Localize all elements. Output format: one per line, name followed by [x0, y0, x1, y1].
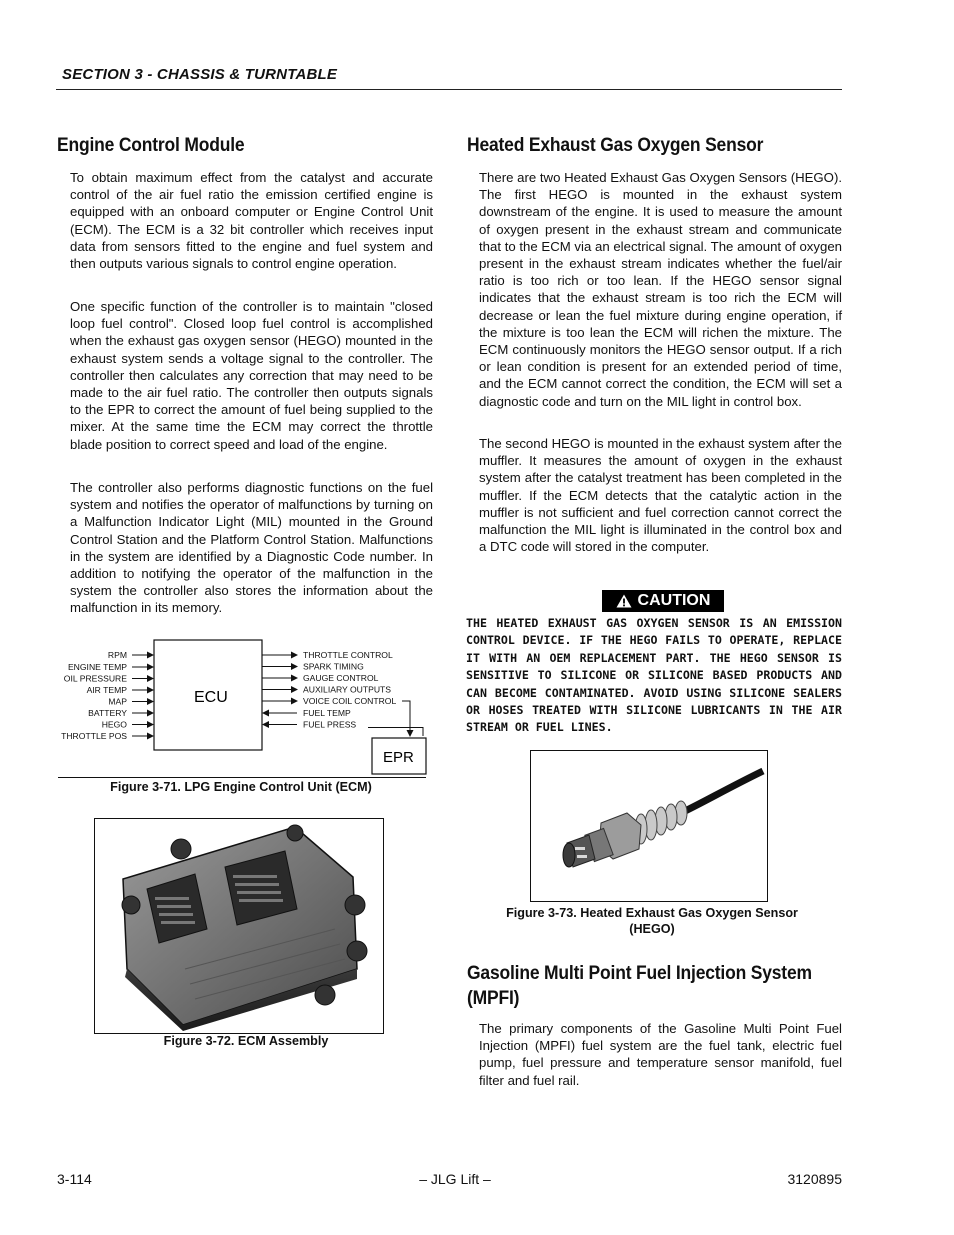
- page-number: 3-114: [57, 1171, 92, 1187]
- input-label: AIR TEMP: [86, 685, 127, 695]
- epr-label: EPR: [383, 749, 414, 766]
- paragraph-hego-2: The second HEGO is mounted in the exhaust system after the muffler. It measures the amount of oxygen in the exhaust system after the catalyst treatment has been completed in the muffler. If the ECM detects that the catalytic action in the muffler is not sufficient and fuel correction cannot correct the malfunction the MIL light is illuminated in the control box and a DTC code will stored in the computer.: [479, 436, 842, 555]
- figure-71-caption: Figure 3-71. LPG Engine Control Unit (ECM): [110, 780, 372, 794]
- output-label: FUEL PRESS: [303, 719, 357, 730]
- input-label: THROTTLE POS: [61, 731, 127, 741]
- figure-73-caption-line2: (HEGO): [629, 922, 675, 936]
- paragraph-hego-1: There are two Heated Exhaust Gas Oxygen Sensors (HEGO). The first HEGO is mounted in the exhaust system downstream of the engine. It is used to measure the amount of oxygen present in the exhaust stream and communicate that to the ECM via an electrical signal. The amount of oxygen present in the exhaust stream indicates whether the fuel/air ratio is too rich or too lean. If the HEGO sensor signal indicates that the exhaust stream is too rich the ECM will decrease or lean the fuel mixture during engine operation, if the mixture is too lean the ECM will richen the mixture. The ECM continuously monitors the HEGO sensor output. If a rich or lean condition is present for an extended period of time, and the ECM cannot correct the condition, the ECM will set a diagnostic code and turn on the MIL light in control box.: [479, 170, 842, 409]
- hego-sensor-image: [531, 751, 766, 900]
- input-label: RPM: [107, 650, 127, 660]
- ecu-block-diagram: [56, 636, 436, 778]
- epr-connector: [368, 728, 423, 737]
- hego-sensor-figure: [530, 750, 768, 902]
- input-label: OIL PRESSURE: [63, 673, 127, 684]
- epr-connector: [402, 701, 410, 736]
- input-label: BATTERY: [88, 708, 127, 718]
- ecm-assembly-image: [95, 819, 382, 1032]
- paragraph-mpfi: The primary components of the Gasoline Multi Point Fuel Injection (MPFI) fuel system are the fuel tank, electric fuel pump, fuel pressure and temperature sensor manifold, fuel filter and fuel rail.: [479, 1021, 842, 1088]
- ecm-assembly-figure: [94, 818, 384, 1034]
- header-divider: [56, 89, 842, 90]
- input-label: HEGO: [101, 719, 127, 730]
- figure-72-caption: Figure 3-72. ECM Assembly: [163, 1034, 329, 1048]
- paragraph-ecm-1: To obtain maximum effect from the catalyst and accurate control of the air fuel ratio the emission certified engine is equipped with an onboard computer or Engine Control Unit (ECM). The ECM is a 32 bit controller which receives input data from sensors fitted to the engine and fuel system and then outputs various signals to control engine operation.: [70, 170, 433, 272]
- caution-message: THE HEATED EXHAUST GAS OXYGEN SENSOR IS AN EMISSION CONTROL DEVICE. IF THE HEGO FAILS TO OPERATE, REPLACE IT WITH AN OEM REPLACEMENT PART. THE HEGO SENSOR IS SENSITIVE TO SILICONE OR SILICONE BASED PRODUCTS AND CAN BECOME CONTAMINATED. AVOID USING SILICONE SEALERS OR HOSES TREATED WITH SILICONE LUBRICANTS IN THE AIR STREAM OR FUEL LINES.: [466, 616, 842, 735]
- caution-label: CAUTION: [637, 592, 711, 609]
- figure-73-caption-line1: Figure 3-73. Heated Exhaust Gas Oxygen Sensor: [506, 906, 798, 920]
- document-number: 3120895: [787, 1171, 842, 1187]
- output-label: GAUGE CONTROL: [303, 673, 379, 683]
- section-header: SECTION 3 - CHASSIS & TURNTABLE: [62, 66, 338, 83]
- figure-73-caption: [466, 905, 838, 937]
- output-label: SPARK TIMING: [303, 661, 364, 672]
- heading-mpfi: [467, 961, 812, 1011]
- output-label: AUXILIARY OUTPUTS: [303, 684, 392, 695]
- caution-badge: [602, 590, 724, 612]
- output-label: FUEL TEMP: [303, 708, 351, 718]
- output-label: THROTTLE CONTROL: [303, 650, 393, 660]
- footer-brand: – JLG Lift –: [419, 1171, 491, 1187]
- figure-rule: [58, 777, 426, 778]
- input-label: ENGINE TEMP: [67, 662, 127, 672]
- ecu-label: ECU: [194, 689, 228, 706]
- warning-triangle-icon: [616, 594, 632, 608]
- output-label: VOICE COIL CONTROL: [303, 696, 397, 706]
- input-label: MAP: [108, 696, 127, 707]
- paragraph-ecm-2: One specific function of the controller is to maintain "closed loop fuel control". Closed loop fuel control is accomplished when the exhaust gas oxygen sensor (HEGO) mounted in the exhaust system sends a voltage signal to the controller. The controller then calculates any correction that may need to be made to the air fuel ratio. The controller then outputs signals to the EPR to correct the amount of fuel being supplied to the mixer. At the same time the ECM may correct the throttle blade position to correct speed and load of the engine.: [70, 299, 433, 452]
- paragraph-ecm-3: The controller also performs diagnostic functions on the fuel system and notifies the operator of malfunctions by turning on a Malfunction Indicator Light (MIL) mounted in the Ground Control Station and the Platform Control Station. Malfunctions in the system are identified by a Diagnostic Code number. In addition to notifying the operator of the malfunction in the system the controller also stores the information about the malfunction in its memory.: [70, 480, 433, 616]
- heading-mpfi-line2: (MPFI): [467, 988, 520, 1009]
- heading-hego-sensor: Heated Exhaust Gas Oxygen Sensor: [467, 135, 764, 156]
- heading-engine-control-module: Engine Control Module: [57, 135, 245, 156]
- heading-mpfi-line1: Gasoline Multi Point Fuel Injection System: [467, 963, 812, 984]
